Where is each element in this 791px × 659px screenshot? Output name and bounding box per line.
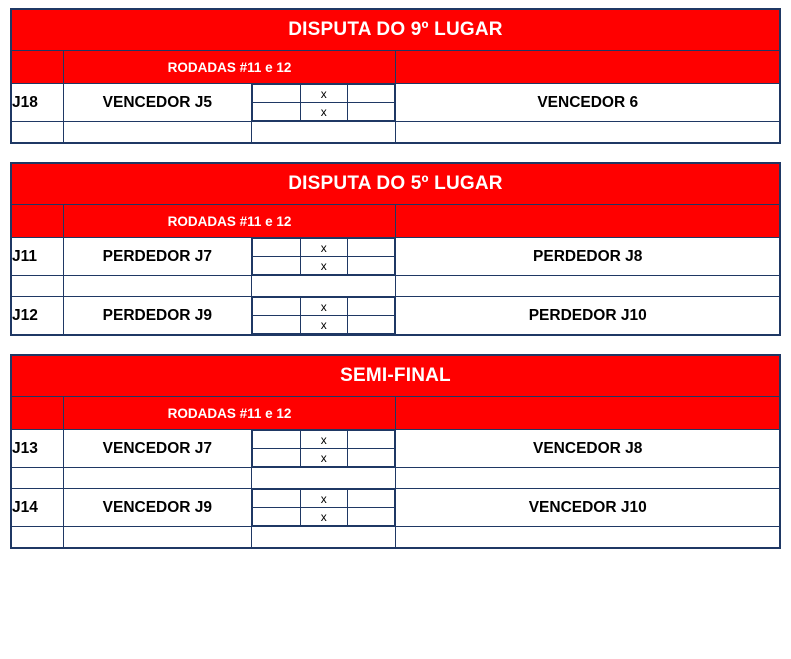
spacer-cell <box>396 122 780 144</box>
score-set-1 <box>253 490 395 508</box>
bracket-block-semi-final <box>10 354 781 549</box>
table-row <box>11 238 780 276</box>
score-home-set1[interactable] <box>253 239 300 257</box>
score-separator-set1: x <box>300 490 347 508</box>
score-home-set1[interactable] <box>253 431 300 449</box>
match-score-grid[interactable] <box>252 238 396 276</box>
spacer-cell <box>11 122 63 144</box>
match-code: J12 <box>11 297 63 336</box>
spacer-cell <box>252 276 396 297</box>
spacer-cell <box>63 276 251 297</box>
rodadas-right-filler <box>396 205 780 238</box>
rodadas-label: RODADAS #11 e 12 <box>63 397 396 430</box>
match-score-grid[interactable] <box>252 297 396 336</box>
score-set-2 <box>253 103 395 121</box>
match-left-team: VENCEDOR J7 <box>63 430 251 468</box>
spacer-cell <box>11 276 63 297</box>
score-home-set1[interactable] <box>253 298 300 316</box>
rodadas-right-filler <box>396 51 780 84</box>
table-row <box>11 430 780 468</box>
match-left-team: PERDEDOR J9 <box>63 297 251 336</box>
score-away-set2[interactable] <box>347 103 394 121</box>
score-set-2 <box>253 257 395 275</box>
rodadas-left-filler <box>11 205 63 238</box>
spacer-row <box>11 527 780 549</box>
score-set-1 <box>253 85 395 103</box>
spacer-cell <box>11 468 63 489</box>
score-home-set2[interactable] <box>253 449 300 467</box>
spacer-row <box>11 276 780 297</box>
table-row <box>11 297 780 336</box>
score-separator-set1: x <box>300 85 347 103</box>
score-home-set1[interactable] <box>253 85 300 103</box>
score-away-set1[interactable] <box>347 85 394 103</box>
score-separator-set2: x <box>300 508 347 526</box>
score-separator-set1: x <box>300 431 347 449</box>
score-home-set1[interactable] <box>253 490 300 508</box>
table-row <box>11 84 780 122</box>
score-away-set1[interactable] <box>347 298 394 316</box>
block-title-row <box>11 163 780 205</box>
rodadas-row <box>11 51 780 84</box>
bracket-block-disputa-5-lugar <box>10 162 781 336</box>
score-set-2 <box>253 316 395 334</box>
rodadas-right-filler <box>396 397 780 430</box>
spacer-cell <box>63 527 251 549</box>
score-set-1 <box>253 239 395 257</box>
match-code: J14 <box>11 489 63 527</box>
rodadas-left-filler <box>11 51 63 84</box>
spacer-row <box>11 468 780 489</box>
block-title: DISPUTA DO 5º LUGAR <box>11 163 780 205</box>
score-set-1 <box>253 431 395 449</box>
rodadas-row <box>11 205 780 238</box>
block-title: DISPUTA DO 9º LUGAR <box>11 9 780 51</box>
score-home-set2[interactable] <box>253 316 300 334</box>
match-code: J13 <box>11 430 63 468</box>
block-title-row <box>11 9 780 51</box>
match-score-grid[interactable] <box>252 430 396 468</box>
score-separator-set1: x <box>300 298 347 316</box>
match-right-team: VENCEDOR J10 <box>396 489 780 527</box>
match-right-team: VENCEDOR J8 <box>396 430 780 468</box>
spacer-cell <box>252 527 396 549</box>
score-away-set2[interactable] <box>347 257 394 275</box>
score-away-set1[interactable] <box>347 490 394 508</box>
match-left-team: VENCEDOR J9 <box>63 489 251 527</box>
score-away-set2[interactable] <box>347 449 394 467</box>
match-right-team: PERDEDOR J10 <box>396 297 780 336</box>
score-away-set1[interactable] <box>347 239 394 257</box>
score-away-set1[interactable] <box>347 431 394 449</box>
spacer-cell <box>63 468 251 489</box>
score-separator-set2: x <box>300 316 347 334</box>
match-code: J18 <box>11 84 63 122</box>
block-title-row <box>11 355 780 397</box>
rodadas-left-filler <box>11 397 63 430</box>
spacer-cell <box>252 122 396 144</box>
spacer-cell <box>396 276 780 297</box>
spacer-cell <box>63 122 251 144</box>
match-code: J11 <box>11 238 63 276</box>
spacer-cell <box>396 527 780 549</box>
match-left-team: PERDEDOR J7 <box>63 238 251 276</box>
score-separator-set2: x <box>300 257 347 275</box>
score-home-set2[interactable] <box>253 257 300 275</box>
match-score-grid[interactable] <box>252 84 396 122</box>
score-set-1 <box>253 298 395 316</box>
score-away-set2[interactable] <box>347 316 394 334</box>
score-separator-set1: x <box>300 239 347 257</box>
rodadas-label: RODADAS #11 e 12 <box>63 205 396 238</box>
table-row <box>11 489 780 527</box>
spacer-cell <box>396 468 780 489</box>
score-separator-set2: x <box>300 449 347 467</box>
rodadas-label: RODADAS #11 e 12 <box>63 51 396 84</box>
block-title: SEMI-FINAL <box>11 355 780 397</box>
match-score-grid[interactable] <box>252 489 396 527</box>
match-left-team: VENCEDOR J5 <box>63 84 251 122</box>
score-separator-set2: x <box>300 103 347 121</box>
spacer-cell <box>252 468 396 489</box>
bracket-block-disputa-9-lugar <box>10 8 781 144</box>
spacer-cell <box>11 527 63 549</box>
score-away-set2[interactable] <box>347 508 394 526</box>
rodadas-row <box>11 397 780 430</box>
match-right-team: PERDEDOR J8 <box>396 238 780 276</box>
score-home-set2[interactable] <box>253 103 300 121</box>
score-set-2 <box>253 449 395 467</box>
score-home-set2[interactable] <box>253 508 300 526</box>
spacer-row <box>11 122 780 144</box>
match-right-team: VENCEDOR 6 <box>396 84 780 122</box>
score-set-2 <box>253 508 395 526</box>
